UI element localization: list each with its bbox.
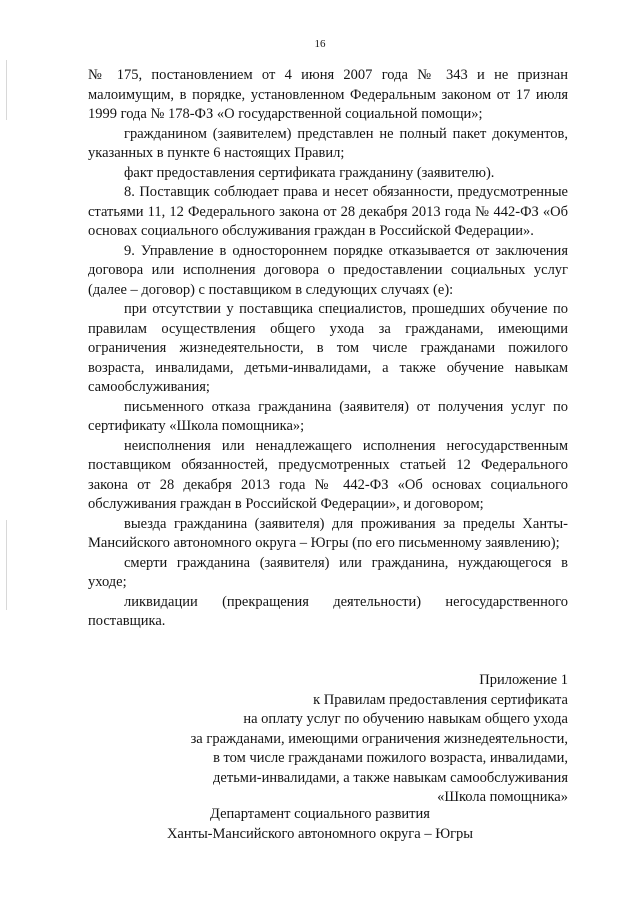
paragraph: 9. Управление в одностороннем порядке отказывается от заключения договора или исполнения договора о предоставлении социальных услуг (далее – договор) с поставщиком в следующих случаях (е):: [88, 242, 568, 298]
paragraph: при отсутствии у поставщика специалистов, прошедших обучение по правилам осуществления общего ухода за гражданами, имеющими ограничения жизнедеятельности, в том числе гражданами пожилого возраста, инвалидами, детьми-инвалидами, а также обучение навыкам самообслуживания;: [88, 301, 568, 395]
appendix-line: в том числе гражданами пожилого возраста, инвалидами,: [213, 750, 568, 766]
paragraph: 8. Поставщик соблюдает права и несет обязанности, предусмотренные статьями 11, 12 Федерального закона от 28 декабря 2013 года № 442-ФЗ «Об основах социального обслуживания граждан в Российской Федерации».: [88, 184, 568, 239]
appendix-line: детьми-инвалидами, а также навыкам самообслуживания: [213, 769, 568, 786]
appendix-line: Приложение 1: [479, 672, 568, 688]
body-text: [88, 66, 568, 632]
paragraph: выезда гражданина (заявителя) для проживания за пределы Ханты-Мансийского автономного округа – Югры (по его письменному заявлению);: [88, 515, 568, 551]
scan-edge-mark: [6, 520, 7, 610]
department-line: Ханты-Мансийского автономного округа – Югры: [166, 825, 474, 842]
appendix-header: [128, 671, 568, 808]
paragraph: смерти гражданина (заявителя) или гражданина, нуждающегося в уходе;: [88, 554, 568, 590]
paragraph: № 175, постановлением от 4 июня 2007 года № 343 и не признан малоимущим, в порядке, установленном Федеральным законом от 17 июля 1999 года № 178-ФЗ «О государственной социальной помощи»;: [88, 67, 568, 122]
department-line: Департамент социального развития: [210, 806, 430, 822]
paragraph: письменного отказа гражданина (заявителя) от получения услуг по сертификату «Школа помощника»;: [88, 398, 568, 434]
appendix-line: на оплату услуг по обучению навыкам общего ухода: [243, 711, 568, 727]
paragraph: гражданином (заявителем) представлен не полный пакет документов, указанных в пункте 6 настоящих Правил;: [88, 125, 568, 161]
paragraph: факт предоставления сертификата гражданину (заявителю).: [124, 164, 495, 181]
paragraph: ликвидации (прекращения деятельности) негосударственного поставщика.: [88, 593, 568, 629]
appendix-line: «Школа помощника»: [437, 789, 568, 805]
department-heading: [0, 805, 640, 844]
scan-edge-mark: [6, 60, 7, 120]
paragraph: неисполнения или ненадлежащего исполнения негосударственным поставщиком обязанностей, предусмотренных статьей 12 Федерального закона от 28 декабря 2013 года № 442-ФЗ «Об основах социального обслуживания граждан в Российской Федерации», и договором;: [88, 437, 568, 512]
appendix-line: за гражданами, имеющими ограничения жизнедеятельности,: [190, 730, 568, 747]
page-number: 16: [314, 38, 326, 50]
appendix-line: к Правилам предоставления сертификата: [313, 691, 568, 708]
